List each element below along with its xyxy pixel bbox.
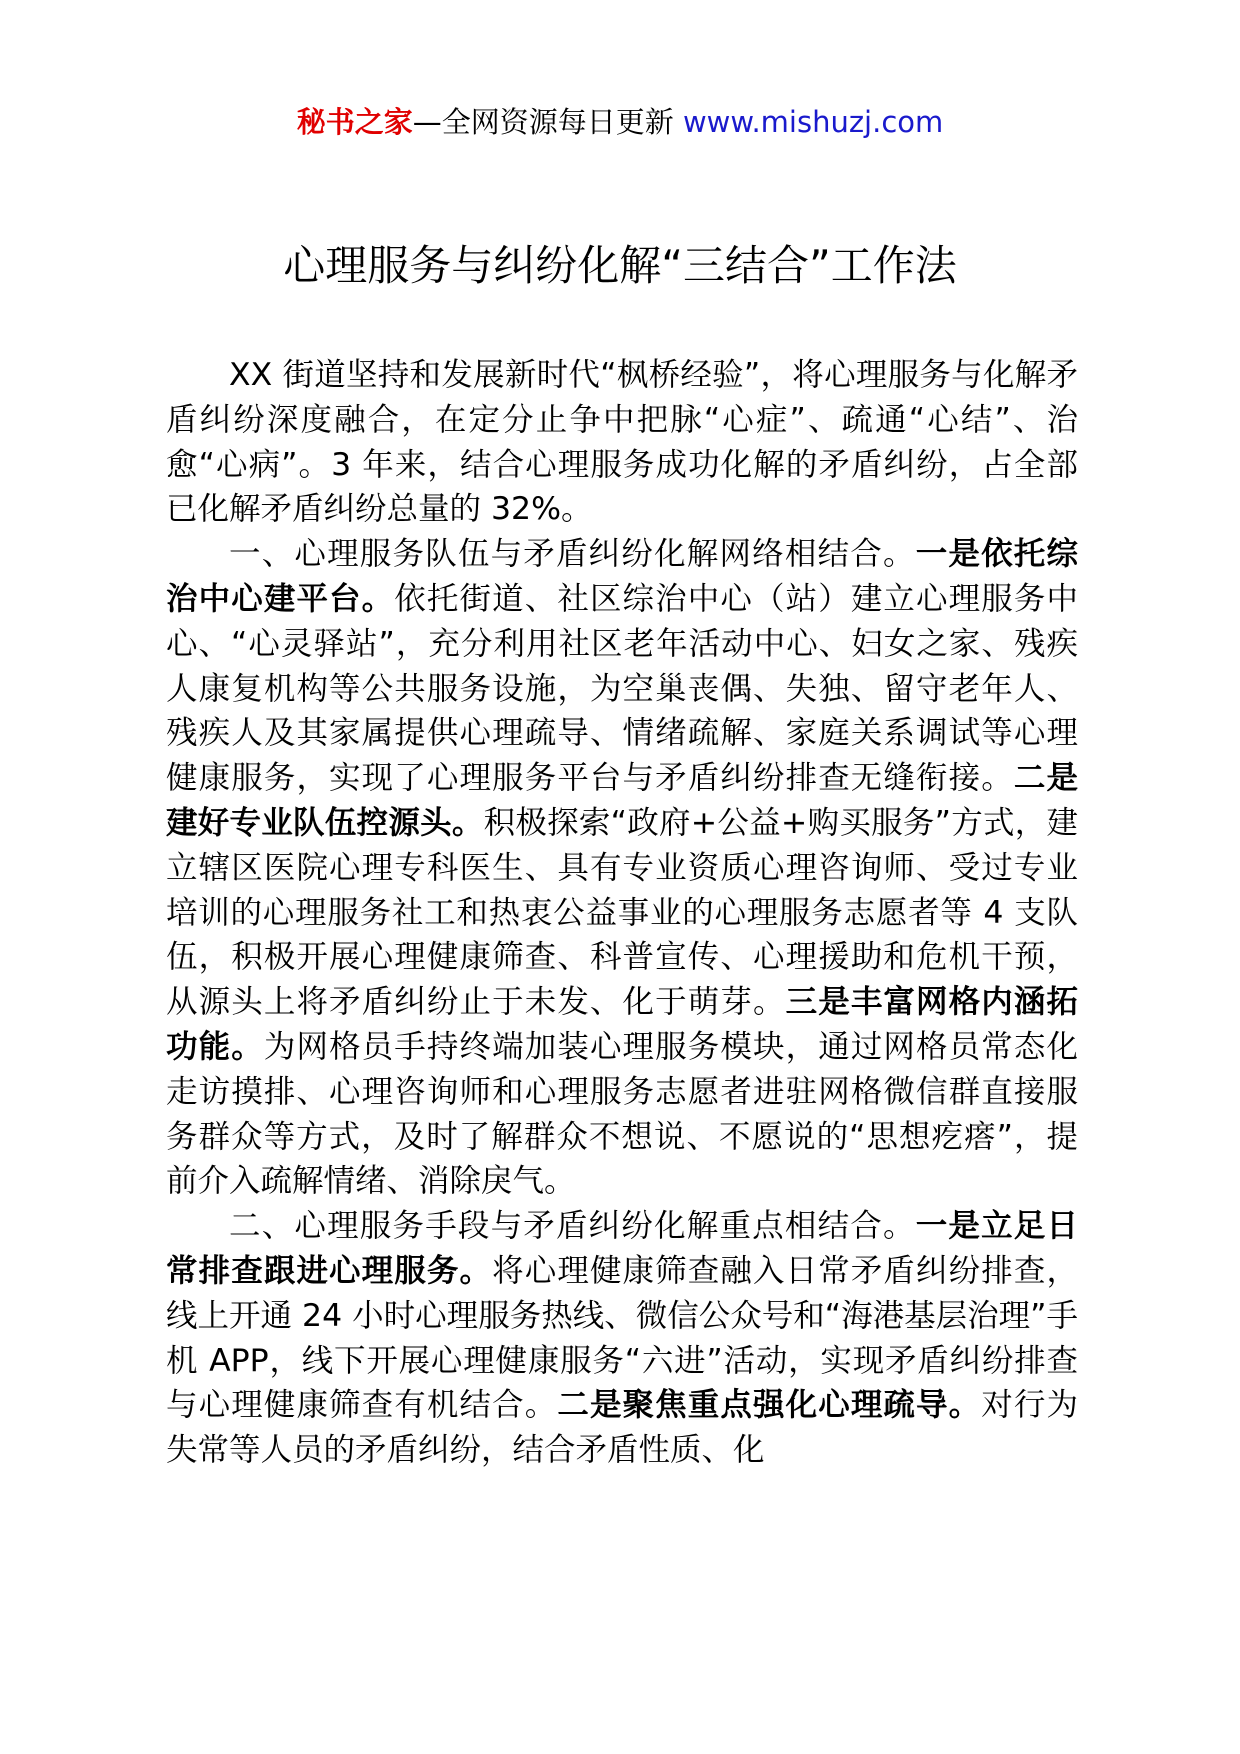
paragraph-text: 对行为失常等人员的矛盾纠纷，结合矛盾性质、化: [166, 1387, 1078, 1469]
document-title: 心理服务与纠纷化解“三结合”工作法: [283, 241, 957, 290]
bold-point-one: 一是立足日常排查跟进心理服务。: [166, 1208, 1078, 1289]
bold-point-two: 二是建好专业队伍控源头。: [166, 760, 1078, 841]
paragraph-section-two: [166, 1204, 1078, 1473]
bold-point-three: 三是丰富网格内涵拓功能。: [166, 984, 1078, 1065]
document-body: [166, 353, 1078, 1473]
section-heading: 一、心理服务队伍与矛盾纠纷化解网络相结合。: [229, 536, 916, 573]
brand-name: 秘书之家: [296, 105, 413, 139]
section-heading: 二、心理服务手段与矛盾纠纷化解重点相结合。: [229, 1208, 916, 1245]
paragraph-text: 依托街道、社区综治中心（站）建立心理服务中心、“心灵驿站”，充分利用社区老年活动中心、妇女之家、残疾人康复机构等公共服务设施，为空巢丧偶、失独、留守老年人、残疾人及其家属提供心理疏导、情绪疏解、家庭关系调试等心理健康服务，实现了心理服务平台与矛盾纠纷排查无缝衔接。: [166, 580, 1078, 797]
paragraph-section-one: [166, 532, 1078, 1204]
site-url-link[interactable]: www.mishuzj.com: [682, 105, 944, 139]
site-header: [0, 102, 1240, 142]
paragraph-text: XX 街道坚持和发展新时代“枫桥经验”，将心理服务与化解矛盾纠纷深度融合，在定分止争中把脉“心症”、疏通“心结”、治愈“心病”。3 年来，结合心理服务成功化解的矛盾纠纷，占全部已化解矛盾纠纷总量的 32%。: [166, 357, 1078, 528]
paragraph-text: 积极探索“政府+公益+购买服务”方式，建立辖区医院心理专科医生、具有专业资质心理咨询师、受过专业培训的心理服务社工和热衷公益事业的心理服务志愿者等 4 支队伍，积极开展心理健康筛查、科普宣传、心理援助和危机干预，从源头上将矛盾纠纷止于未发、化于萌芽。: [166, 804, 1078, 1021]
header-slogan: —全网资源每日更新: [412, 105, 674, 139]
paragraph-text: 将心理健康筛查融入日常矛盾纠纷排查，线上开通 24 小时心理服务热线、微信公众号和“海港基层治理”手机 APP，线下开展心理健康服务“六进”活动，实现矛盾纠纷排查与心理健康筛查有机结合。: [166, 1252, 1078, 1424]
bold-point-two: 二是聚焦重点强化心理疏导。: [557, 1387, 982, 1424]
paragraph-intro: [166, 353, 1078, 532]
paragraph-text: 为网格员手持终端加装心理服务模块，通过网格员常态化走访摸排、心理咨询师和心理服务志愿者进驻网格微信群直接服务群众等方式，及时了解群众不想说、不愿说的“思想疙瘩”，提前介入疏解情绪、消除戾气。: [166, 1028, 1078, 1200]
bold-point-one: 一是依托综治中心建平台。: [166, 536, 1078, 617]
